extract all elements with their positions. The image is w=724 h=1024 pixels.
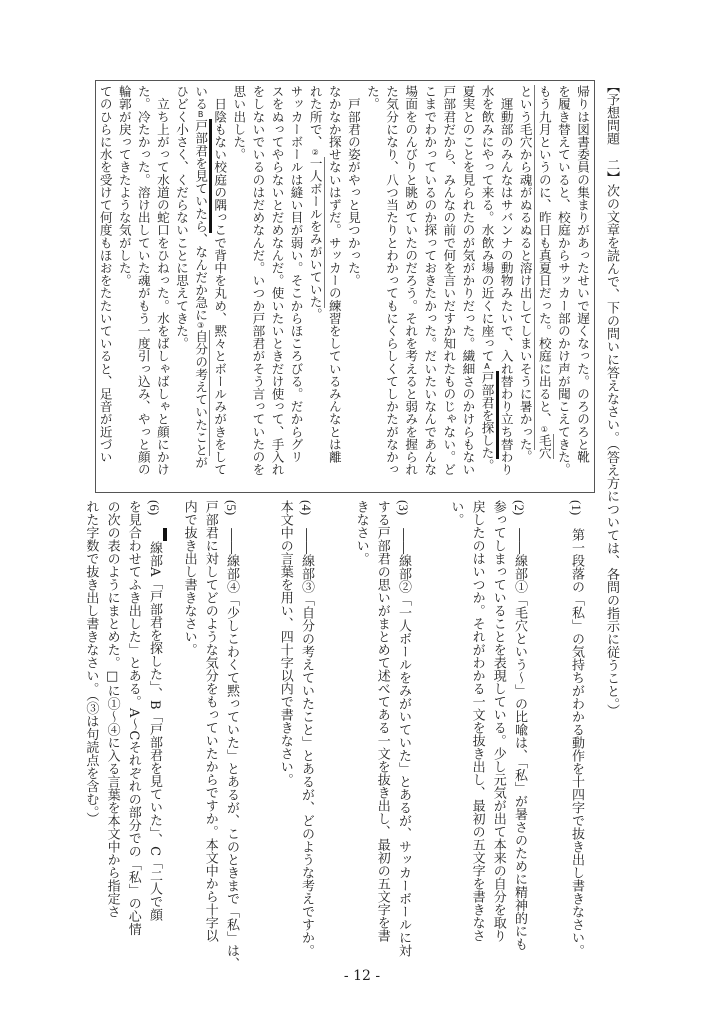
text-segment: が (193, 455, 209, 469)
question-number: (5) (224, 500, 239, 516)
question-text: の次の表のようにまとめた。□に①～④に入る言葉を本文中から指定さ (104, 500, 120, 918)
passage-line (248, 85, 267, 489)
question-line (566, 500, 587, 962)
text-segment: 。 (479, 459, 495, 473)
question-line (466, 500, 487, 962)
question-line (488, 500, 509, 962)
passage-line (344, 85, 363, 489)
sideline-segment: 自分の考えていたこと (193, 329, 209, 456)
question-text: 本文中の言葉を用い、四十字以内で書きなさい。 (277, 500, 293, 786)
question-text: ――線部③「自分の考えていたこと」とあるが、どのような考えですか。 (299, 528, 314, 958)
text-segment: 夏実とのことを見られたのが気がかりだった。繊細さのかけらもない (460, 85, 476, 476)
text-segment: スをぬってやらないとだめなんだ。使いたいときだけ使って、手入れ (269, 85, 285, 476)
text-segment: 思い出した。 (231, 85, 247, 161)
question-5 (178, 500, 242, 971)
text-segment: ひどく小さく、くだらないことに思えてきた。 (174, 85, 190, 350)
text-segment: 戸部君だから、みんなの前で何を言いだすか知れたものじゃない。ど (441, 85, 457, 476)
text-segment: もう九月というのに、昨日も真夏日だった。校庭に出ると、 (536, 85, 552, 426)
question-number: (1) (569, 500, 584, 516)
question-line (80, 500, 101, 962)
question-4 (275, 500, 317, 962)
text-segment: 場面をのんびりと眺めていたのだろう。それを考えると弱みを握られ (403, 85, 419, 476)
bold-sideline-segment: 戸部君を探した (480, 371, 499, 459)
question-text: 参ってしまっていることを表現している。少し元気が出て本来の自分を取り (490, 500, 506, 942)
question-number: (3) (396, 500, 411, 516)
passage-line (477, 85, 496, 489)
instructions-header: 【予想問題 二】次の文章を読んで、下の問いに答えなさい。（答え方については、各問の指示に従うこと。） (604, 80, 619, 717)
passage-line (153, 85, 172, 489)
question-number: (6) (147, 500, 162, 516)
question-line (178, 500, 199, 962)
passage-line (382, 85, 401, 489)
passage-line (535, 85, 554, 489)
question-line (200, 500, 221, 962)
question-text: い。 (448, 500, 464, 526)
text-segment: 水を飲みにやって来る。水飲み場の近くに座って (479, 85, 495, 363)
text-segment: サッカーボールは縫い目が弱い。そこからほころびる。だからグリ (288, 85, 304, 463)
question-text: 戻したのはいつか。それがわかる一文を抜き出し、最初の五文字を書きなさ (469, 500, 485, 942)
question-1 (566, 500, 587, 962)
sideline-segment: 一人ボールをみがいていた (307, 157, 323, 309)
question-line (509, 500, 530, 962)
sideline-marker: ③ (196, 320, 206, 330)
passage-line (516, 85, 535, 489)
question-text: きなさい。 (353, 500, 369, 565)
passage-line (497, 85, 516, 489)
sideline-marker: ② (310, 148, 320, 157)
sideline-segment: 毛穴 (536, 434, 552, 460)
sideline-marker: ① (539, 425, 549, 435)
question-text: ――線部①「毛穴という～」の比喩は、「私」が暑さのために精神的にも (512, 528, 527, 951)
question-line (296, 500, 317, 962)
text-segment: た気分になり、八つ当たりとわかってもにくらしくてしかたがなかっ (384, 85, 400, 476)
question-number: (4) (299, 500, 314, 516)
passage-line (134, 85, 153, 489)
sideline-marker: B (196, 110, 206, 120)
passage-line (554, 85, 573, 489)
question-line (144, 500, 165, 962)
passage-line (401, 85, 420, 489)
question-6 (80, 500, 165, 962)
question-text: 戸部君に対してどのような気分をもっていたからですか。本文中から十字以 (202, 500, 218, 942)
passage-text (96, 85, 592, 489)
bold-line-symbol (147, 528, 167, 541)
text-segment: 。 (307, 308, 323, 321)
question-text: する戸部君の思いがまとめて述べてある一文を抜き出し、最初の五文字を書 (374, 500, 390, 942)
passage-line (439, 85, 458, 489)
text-segment: 。 (517, 450, 533, 464)
passage-line (363, 85, 382, 489)
passage-line (229, 85, 248, 489)
text-segment: 、なんだか急に (193, 232, 209, 321)
text-segment: 輪郭が戻ってきたような気がした。 (116, 85, 132, 287)
sideline-segment: という毛穴から魂がぬるぬると溶け出してしまいそうに暑かった (517, 85, 533, 451)
text-segment: た。 (364, 85, 380, 111)
passage-line (420, 85, 439, 489)
text-segment: をしないでいるのはだめなんだ。いつか戸部君がそう言っていたのを (250, 85, 266, 476)
question-text: を見合わせてふき出した」とある。A～Cそれぞれの部分での「私」の心情 (125, 500, 141, 936)
text-segment: 戸部君の姿がやっと見つかった。 (345, 85, 361, 287)
question-3 (350, 500, 414, 962)
passage-line (306, 85, 325, 489)
question-text: 線部A「戸部君を探した」、B「戸部君を見ていた」、C「二人で顔 (147, 541, 162, 922)
question-text: ――線部②「一人ボールをみがいていた」とあるが、サッカーボールに対 (396, 528, 411, 958)
question-line (101, 500, 122, 962)
question-text: 第一段落の「私」の気持ちがわかる動作を十四字で抜き出し書きなさい。 (569, 528, 584, 958)
passage-line (96, 85, 115, 489)
question-line (445, 500, 466, 962)
question-2 (445, 500, 530, 962)
text-segment: 帰りは図書委員の集まりがあったせいで遅くなった。のろのろと靴 (575, 85, 590, 463)
question-text: れた字数で抜き出し書きなさい。（③は句読点を含む。） (83, 500, 99, 825)
bold-sideline-segment: 戸部君を見ていたら (193, 119, 212, 232)
text-segment: 立ち上がって水道の蛇口をひねった。水をばしゃばしゃと顔にかけ (154, 85, 170, 476)
text-segment: いる (193, 85, 209, 111)
page-number: - 12 - (343, 968, 381, 984)
text-segment: 日陰もない校庭の隅っこで背中を丸め、黙々とボールみがきをして (212, 85, 228, 476)
text-segment: た。冷たかった。溶け出していた魂がもう一度引っ込み、やっと顔の (135, 85, 151, 476)
question-text: ――線部④「少しこわくて黙っていた」とあるが、このときまで「私」は、 (224, 528, 239, 971)
text-segment: なかなか探せないはずだ。サッカーの練習をしているみんなとは離 (326, 85, 342, 463)
passage-line (115, 85, 134, 489)
question-line (372, 500, 393, 962)
text-segment: 運動部のみんなはサバンナの動物みたいで、入れ替わり立ち替わり (498, 85, 514, 476)
passage-line (172, 85, 191, 489)
text-segment: れた所で、 (307, 85, 323, 148)
passage-box (95, 80, 595, 493)
passage-line (458, 85, 477, 489)
question-line (123, 500, 144, 962)
question-line (350, 500, 371, 962)
passage-line (325, 85, 344, 489)
passage-line (191, 85, 210, 489)
text-segment: てのひらに水を受けて何度もほおをたたいていると、足音が近づい (97, 85, 113, 463)
sideline-marker: A (482, 362, 492, 372)
question-line (221, 500, 242, 971)
question-number: (2) (512, 500, 527, 516)
text-segment: を履き替えていると、校庭からサッカー部のかけ声が聞こえてきた。 (555, 85, 571, 476)
text-segment: こまでわかっているのか探っておきたかった。だいたいなんであんな (422, 85, 438, 476)
passage-line (573, 85, 592, 489)
passage-line (267, 85, 286, 489)
question-line (275, 500, 296, 962)
passage-line (287, 85, 306, 489)
question-line (393, 500, 414, 962)
question-text: 内で抜き出し書きなさい。 (181, 500, 197, 656)
passage-line (210, 85, 229, 489)
